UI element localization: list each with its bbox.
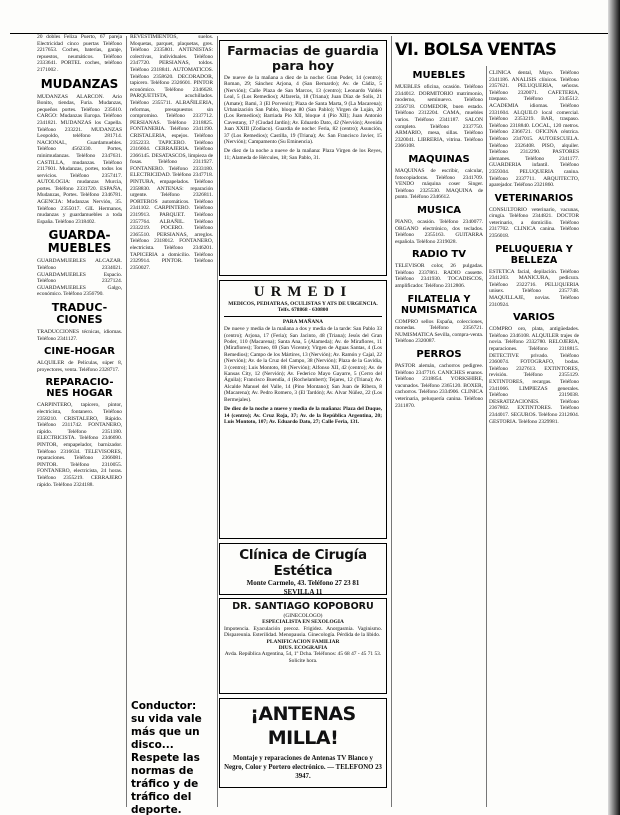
heading-perros: PERROS (416, 349, 462, 361)
heading-muebles: MUEBLES (412, 70, 466, 81)
column-5 (489, 70, 579, 800)
ad-text: TRADUCCIONES técnicas, idiomas. Teléfono 2341127. (37, 329, 122, 342)
ad-text: MUEBLES oficina, ocasión. Teléfono 2344012. DORMITORIO matrimonio, moderno, seminuevo. Teléfono 2356718. COMEDOR, buen estado. Teléfono 2312204. CAMA, muebles varios. Teléfono 2341187. SALON completo. Teléfono 2337750. ARMARIO, mesa, sillas. Teléfono 2320041. LIBRERIA, vitrina. Teléfono 2366108. (395, 84, 483, 150)
column-rule (126, 36, 127, 807)
heading-peluqueria: PELUQUERIA Y BELLEZA (495, 243, 573, 266)
ad-text: PIANO, ocasión. Teléfono 2340077. ORGANO electrónico, dos teclados. Teléfono 2355163. GUITARRA española. Teléfono 2319028. (395, 218, 483, 245)
heading-reparaciones: REPARACIO-NES HOGAR (45, 377, 114, 400)
heading-radio-tv: RADIO TV (411, 249, 466, 261)
ad-text: PASTOR alemán, cachorros pedigree. Teléfono 2347716. CANICHES enanos. Teléfono 2318854. YORKSHIRE, vacunados. Teléfono 2365120. BOXER, cachorros. Teléfono 2334906. CLINICA veterinaria, peluquería canina. Teléfono 2311870. (395, 363, 483, 409)
urmedi-title: URMEDI (253, 284, 353, 300)
scan-edge (608, 0, 620, 815)
farmacias-note: De diez de la noche a nueve de la mañana: Plaza Virgen de los Reyes, 11; Alameda de Hércules, 18; San Pablo, 31. (224, 148, 382, 161)
conductor-notice: Conductor: su vida vale más que un disco... Respete las normas de tráfico y de tráfico del deporte. (131, 700, 202, 815)
doctor-contact: Avda. República Argentina, 54, 1º Dcha. Teléfonos: 45 68 47 - 45 71 53. Solicite hora. (224, 651, 382, 664)
ad-text: ALQUILER de Películas, súper 8, proyectores, venta. Teléfono 2328717. (37, 360, 122, 373)
column-2 (130, 34, 213, 694)
doctor-plan: PLANIFICACION FAMILIAR (266, 638, 340, 645)
urmedi-box (219, 280, 387, 539)
ad-text: MAQUINAS de escribir, calcular, fotocopiadoras. Teléfono 2341709. VENDO máquina coser Singer. Teléfono 2325530. MAQUINA de punto. Teléfono 2346612. (395, 167, 483, 201)
column-4 (395, 66, 483, 800)
doctor-text: Impotencia. Eyaculación precoz. Frigidez. Anorgasmia. Vaginismo. Dispareunia. Esterilidad. Menopausia. Ginecología. Pérdida de la libido. (224, 625, 382, 639)
ad-text: MUDANZAS ALARCON. Ario Bonito, tiendas, Furia. Mudanzas, pequeños portes. Teléfono 235610. CARGO: Mudanzas Europa. Teléfono 2341821. MUDANZAS los Capella. Teléfono 233221. MUDANZAS Leopoldo, teléfono 281714. NACIONAL, Guardamuebles. Teléfono 4562330. Portes, minimudanzas. Teléfono 2347631. CASTILLA, mudanzas. Teléfono 2117601. Mudanzas, portes, todos los servicios. Teléfono 2357417. AUTOLOGIA: mudanzas Murcia, portes. Teléfono 2331720. ESPAÑA, Mudanzas, Portes. Teléfono 2346781. AGENCIA: Mudanzas Nervión, 35. Teléfono 2355017. GIL Hermanos, mudanzas y guardamuebles a toda España. Teléfono 2318402. (37, 93, 122, 225)
heading-varios: VARIOS (513, 312, 555, 324)
farmacias-box (219, 40, 387, 276)
ad-text: ESTETICA facial, depilación. Teléfono 2341203. MANICURA, pedicura. Teléfono 2322716. PELUQUERIA unisex. Teléfono 2357748. MAQUILLAJE, novias. Teléfono 2310924. (489, 268, 579, 308)
heading-veterinarios: VETERINARIOS (494, 192, 574, 204)
clinica-address: Monte Carmelo, 43. Teléfono 27 23 81 (246, 579, 360, 587)
column-1 (37, 34, 122, 809)
doctor-ecog: DIUS. ECOGRAFIA (278, 645, 328, 652)
column-rule (391, 36, 392, 807)
ad-text: REVESTIMIENTOS, suelos. Moquetas, parquet, plaquetas, gres. Teléfono 2335801. ANTENISTAS: colectivas, individuales. Teléfono 2347720. PERSIANAS, toldos. Teléfono 2318841. AUTOMATICOS. Teléfono 2358620. DECORADOR, tapicero. Teléfono 2326601. PINTOR económico. Teléfono 2346628. PARQUETISTA, acuchillados. Teléfono 2355711. ALBAÑILERIA, reformas, presupuestos sin compromiso. Teléfono 2337712. PERSIANAS. Teléfono 2318825. FONTANERIA. Teléfono 2341190. CRISTALERIA, espejos. Teléfono 2352233. TAPICERO. Teléfono 2316604. CERRAJERIA. Teléfono 2366145. DESATASCOS, limpieza de fosas. Teléfono 2311927. FONTANERO. Teléfono 2333180. ELECTRICIDAD. Teléfono 2347718. PINTURA, empapelados. Teléfono 2358830. ANTENAS: reparación urgente. Teléfono 2326811. PORTEROS automáticos. Teléfono 2341102. CARPINTERO. Teléfono 2319913. PARQUET. Teléfono 2357764. ALBAÑIL. Teléfono 2332219. POCERO. Teléfono 2365510. PERSIANAS, arreglos. Teléfono 2318012. FONTANERO, electricista. Teléfono 2346201. TAPICERIA a domicilio. Teléfono 2329914. PINTOR. Teléfono 2350027. (130, 34, 213, 271)
heading-filatelia: FILATELIA Y NUMISMATICA (401, 293, 477, 316)
column-rule (217, 36, 218, 807)
doctor-box (219, 598, 387, 694)
clinica-box (219, 543, 387, 595)
clinica-city: SEVILLA 11 (283, 588, 323, 595)
ad-text: CLINICA dental, Mayo. Teléfono 2341186. ANALISIS clínicos. Teléfono 2357621. PELUQUERIA, señoras. Teléfono 2320071. CAFETERIA, traspaso. Teléfono 2345512. ACADEMIA idiomas. Teléfono 2331604. ALQUILO local comercial. Teléfono 2353219. BAR, traspaso. Teléfono 2318840. LOCAL, 120 metros. Teléfono 2366721. OFICINA céntrica. Teléfono 2347015. AUTOESCUELA. Teléfono 2326408. PISO, alquiler. Teléfono 2312290. PASTORES alemanes. Teléfono 2341177. GUARDERIA infantil. Teléfono 2359304. PELUQUERIA canina. Teléfono 2337711. ARQUITECTO, aparejador. Teléfono 2321860. (489, 70, 579, 189)
farmacias-title: Farmacias de guardia para hoy (227, 43, 379, 73)
divider (224, 316, 382, 317)
heading-cine-hogar: CINE-HOGAR (44, 346, 115, 358)
urmedi-subtitle: MEDICOS, PEDIATRAS, OCULISTAS Y ATS DE URGENCIA. Telfs. 678868 - 630800 (228, 301, 378, 314)
doctor-spec2: ESPECIALISTA EN SEXOLOGIA (262, 619, 344, 626)
urmedi-footer: De diez de la noche a nueve y media de la mañana: Plaza del Duque, 14 (centro); Av. Cruz Roja, 37; Av. de la República Argentina, 20; Luis Montoto, 107; Av. Eduardo Dato, 27; Calle Feria, 131. (224, 406, 382, 425)
heading-traducciones: TRADUC-CIONES (51, 301, 108, 326)
heading-maquinas: MAQUINAS (408, 153, 470, 165)
antenas-text: Montaje y reparaciones de Antenas TV Blanco y Negro, Color y Portero electrónico. — TELEFONO 23 3947. (224, 755, 382, 780)
farmacias-text: De nueve de la mañana a diez de la noche: Gran Poder, 14 (centro); Roman, 29; Sánchez Arjona, 4 (San Bernardo); Av. de Cádiz, 5 (Nervión); Calle Plaza de San Marcos, 13 (centro); Leonardo Valdés Leal, 5 (Los Remedios); Alfarería, 18 (Triana); Juan Díaz de Solís, 21 (Amate); Bami, 3 (El Porvenir); Plaza de Santa Marta, 9 (La Macarena); Urbanización San Pablo, bloque 80 (San Pablo); Virgen de Luján, 20 (Los Remedios); Barriada Pio XII, bloque 4 (Pio XII); Juan Antonio Cavestany, 17 (Ciudad Jardín); Av. Eduardo Dato, 42 (Nervión); Avenida Juan XXIII (Zodiaco). Guardia de noche: Feria, 82 (centro); Asunción, 37 (Los Remedios); Castilla, 19 (Triana); Av. San Francisco Javier, 15 (Nervión); Campamento (Su Eminencia). (224, 75, 382, 146)
column-rule (486, 66, 487, 807)
doctor-name: DR. SANTIAGO KOPOBORU (232, 601, 374, 612)
ad-text: GUARDAMUEBLES ALCAZAR. Teléfono 2334021. GUARDAMUEBLES Espacio. Teléfono 2327124. GUARDAMUEBLES Galgo, económico. Teléfono 2356790. (37, 258, 122, 298)
section-title: VI. BOLSA VENTAS (395, 40, 557, 59)
ad-text: TELEVISOR color, 26 pulgadas. Teléfono 2337861. RADIO cassette. Teléfono 2341930. TOCADISCOS, amplificador. Teléfono 2312806. (395, 263, 483, 290)
ad-text: COMPRO oro, plata, antigüedades. Teléfono 2346108. ALQUILER trajes de novia. Teléfono 2332780. RELOJERIA, reparaciones. Teléfono 2318815. DETECTIVE privado. Teléfono 2360074. FOTOGRAFO, bodas. Teléfono 2327613. EXTINTORES, revisión. Teléfono 2355129. EXTINTORES, recargas. Teléfono 2341066. LIMPIEZAS generales. Teléfono 2319038. DESRATIZACIONES. Teléfono 2367802. EXTINTORES. Teléfono 2344017. SEGUROS. Teléfono 2312604. GESTORIA. Teléfono 2329981. (489, 326, 579, 425)
ad-text: COMPRO sellos España, colecciones, monedas. Teléfono 2356721. NUMISMATICA Sevilla, compra-venta. Teléfono 2320087. (395, 318, 483, 345)
urmedi-text: De nueve y media de la mañana a dos y media de la tarde: San Pablo 33 (centro); Arjona, 17 (Feria); San Jacinto, 48 (Triana); Jesús del Gran Poder, 110 (Macarena); Santa Ana, 5 (Alameda); Av. de Miraflores, 11 (Miraflores); Torneo, 69 (San Vicente); Virgen de Aguas Santas, 4 (Los Remedios); Campo de los Mártires, 13 (Nervión); Av. Ramón y Cajal, 22 (Nervión); Av. de la Cruz del Campo, 38 (Nervión); Plaza de la Gavidia, 3 (centro); Luis Montoto, 88 (Nervión); Alfonso XII, 42 (centro); Av. de Kansas City, 12 (Nervión); Av. Federico Mayo Gayarre, 5 (Cerro del Águila); Francisco Buendía, 4 (Rochelambert); Tejares, 12 (Triana); Av. Alcalde Manuel del Valle, 14 (Pino Montano); San Juan de Ribera, 8 (Macarena); Av. Pedro Romero, 3 (El Tardón); Av. Alvar Núñez, 22 (Los Bermejales). (224, 326, 382, 403)
antenas-box (219, 698, 387, 788)
heading-musica: MUSICA (416, 204, 462, 216)
heading-guardamuebles: GUARDA-MUEBLES (47, 228, 112, 256)
antenas-title: ¡ANTENAS MILLA! (250, 703, 356, 749)
urmedi-sub2: PARA MAÑANA (282, 318, 324, 325)
heading-mudanzas: MUDANZAS (40, 76, 119, 91)
doctor-spec: (GINECOLOGO) (283, 613, 323, 619)
ad-text: CONSULTORIO veterinario, vacunas, cirugía. Teléfono 2344821. DOCTOR veterinario, a domicilio. Teléfono 2317702. CLINICA canina. Teléfono 2356018. (489, 206, 579, 240)
ad-text: 20 dobles Feliza Puerto, 67 pareja Electricidad cinco puertas Teléfono 2217653. Coches, baterías, garaje, repuestos, neumáticos. Teléfono 2333641. PORTEL coches, teléfono 2171002 . (37, 34, 122, 73)
ad-text: CARPINTERO, tapicero, pintor, electricista, fontanero. Teléfono 2358210. CRISTALERO, Rápido. Teléfono 2311742. FONTANERO, rápido. Teléfono 2351180. ELECTRICISTA. Teléfono 2346690. PINTOR, empapelador, barnizador. Teléfono 2316634. TELEVISORES, reparaciones. Teléfono 2366081. PINTOR. Teléfono 2310055. FONTANERO, electricista, 24 horas. Teléfono 2355219. CERRAJERO rápido. Teléfono 2324188. (37, 402, 122, 488)
clinica-title: Clínica de Cirugía Estética (239, 547, 367, 579)
